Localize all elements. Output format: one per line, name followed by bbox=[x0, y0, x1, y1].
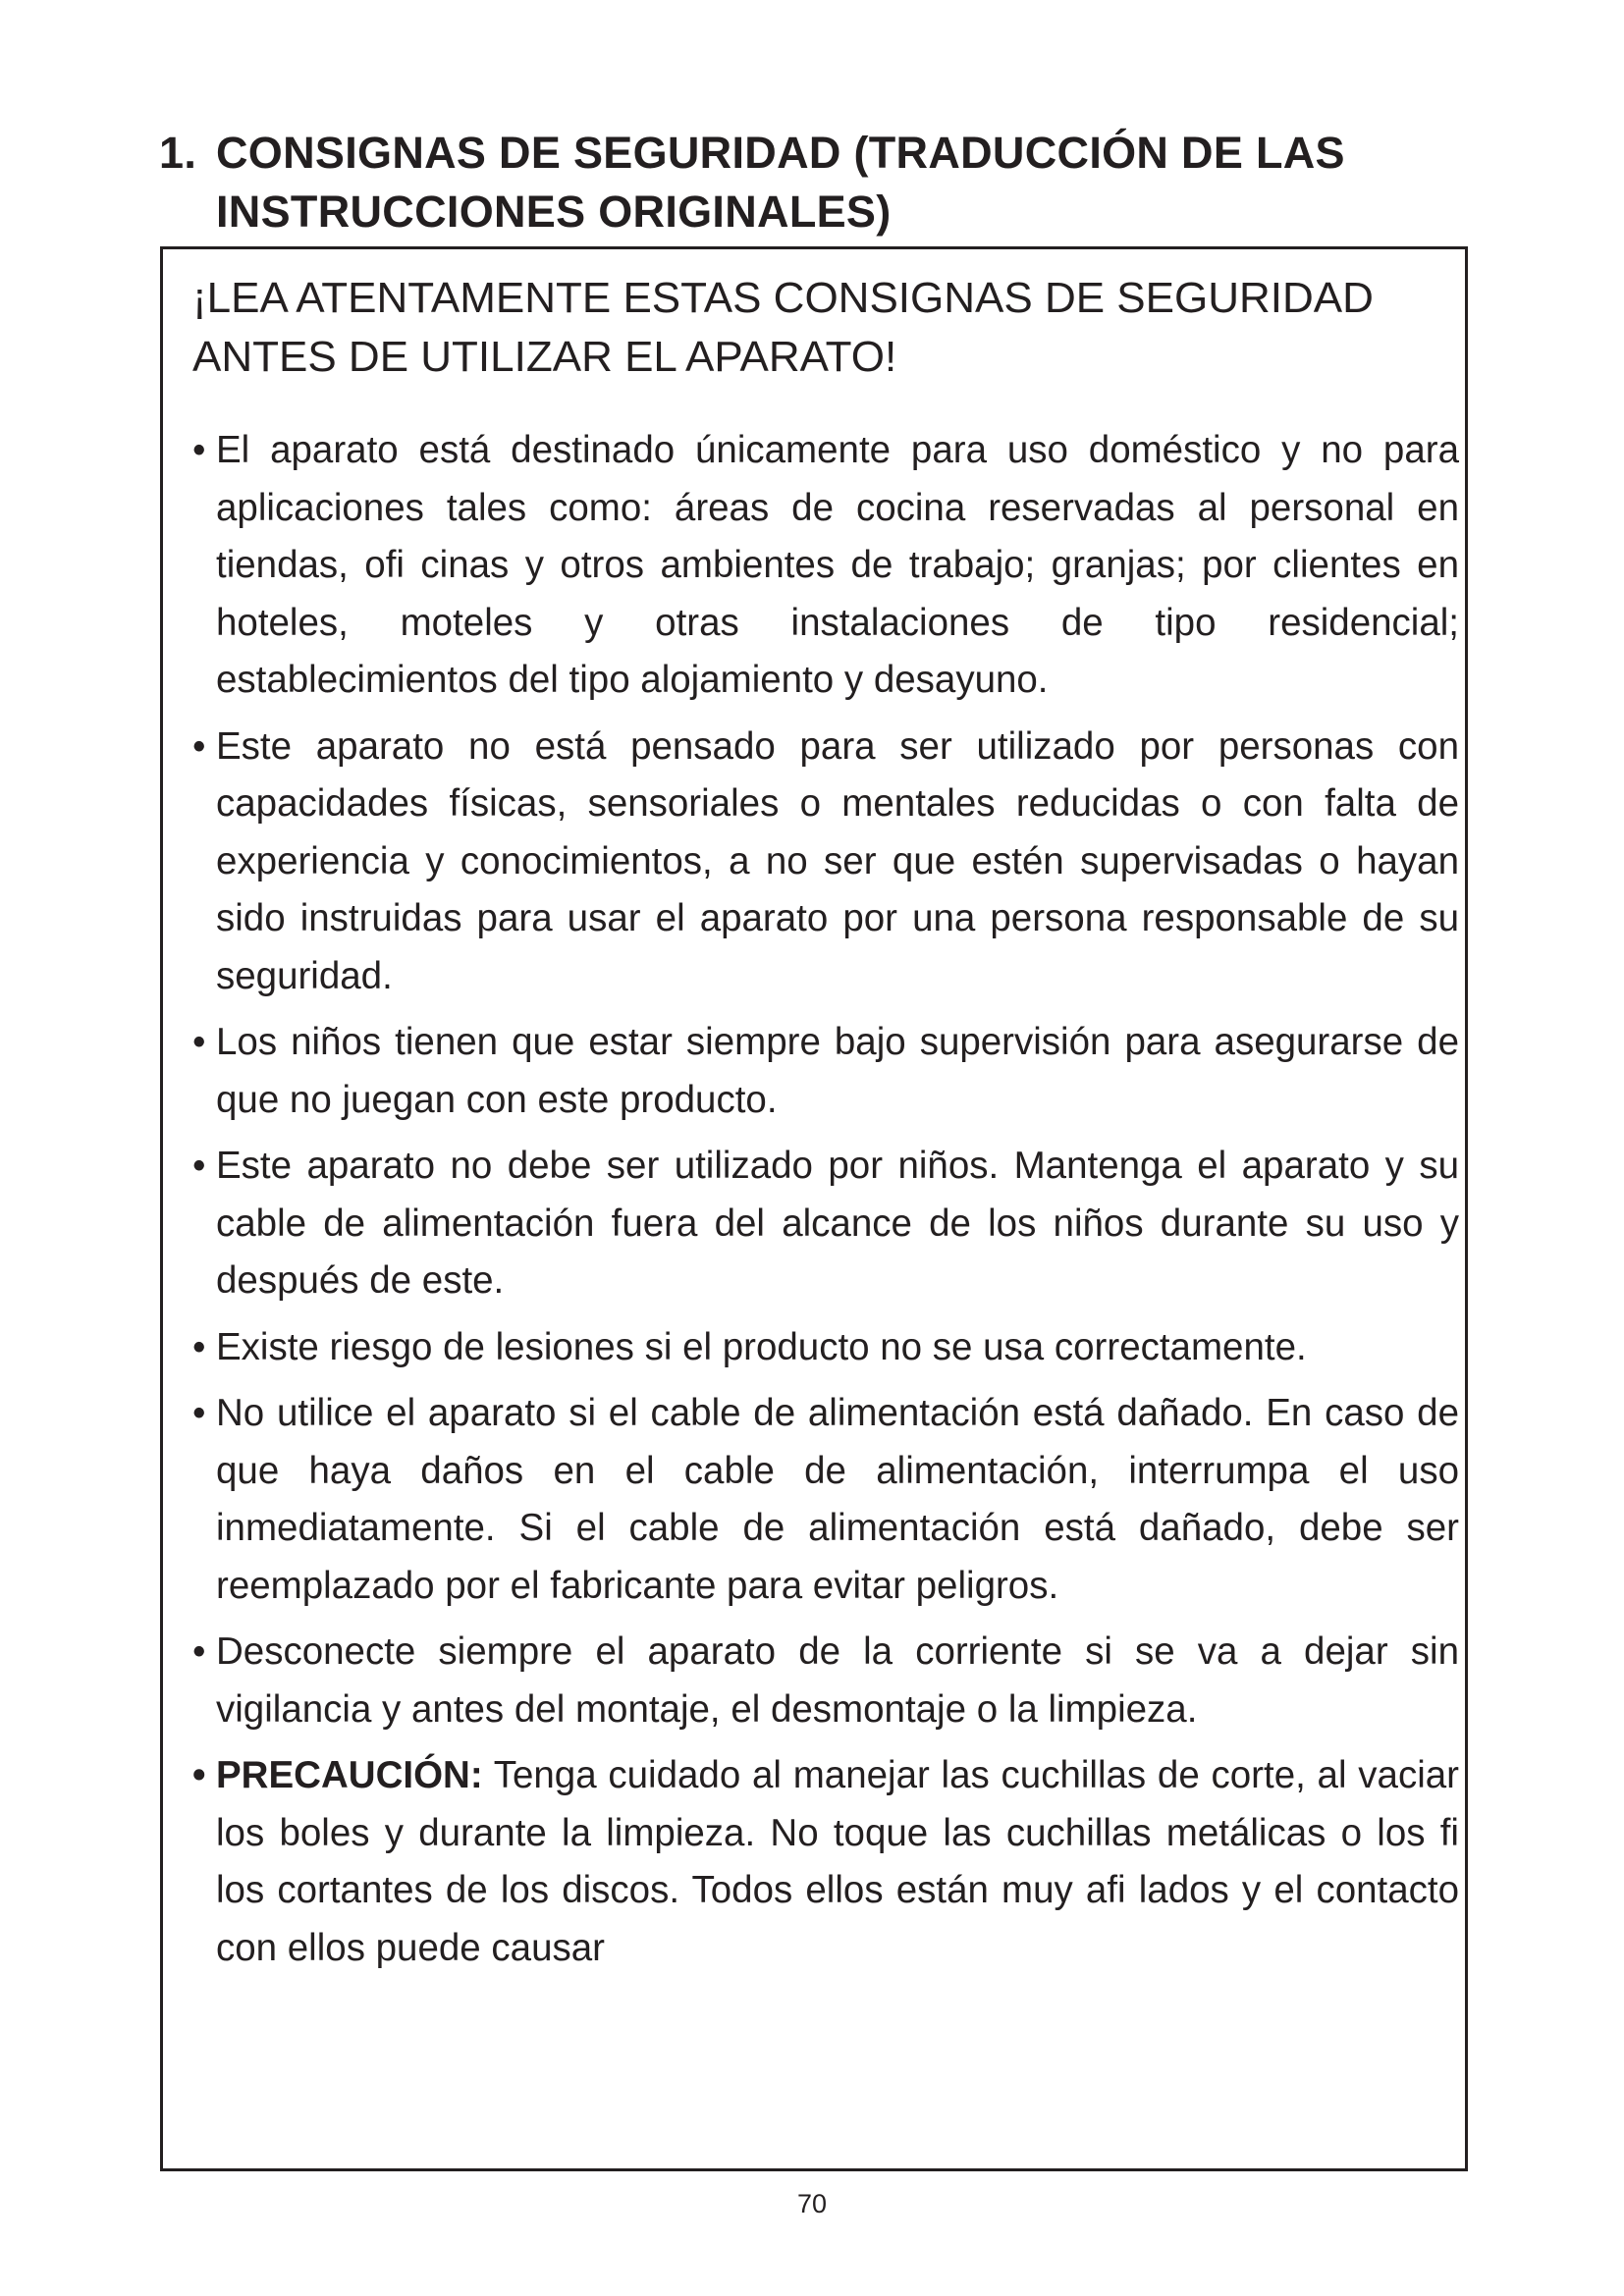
list-item bbox=[192, 1014, 1459, 1129]
bullet-icon: • bbox=[192, 1325, 206, 1368]
bullet-icon: • bbox=[192, 1145, 206, 1187]
item-text: El aparato está destinado únicamente para uso doméstico y no para aplicaciones tales como: áreas de cocina reservadas al personal en tiendas, ofi cinas y otros ambientes de trabajo; granjas; por clientes en hoteles, moteles y otras instalaciones de tipo residencial; establecimientos del tipo alojamiento y desayuno. bbox=[216, 429, 1459, 701]
bullet-icon: • bbox=[192, 429, 206, 471]
item-text: Existe riesgo de lesiones si el producto no se usa correctamente. bbox=[216, 1325, 1307, 1368]
caution-label: PRECAUCIÓN: bbox=[216, 1754, 483, 1796]
item-text: Los niños tienen que estar siempre bajo supervisión para asegurarse de que no juegan con este producto. bbox=[216, 1021, 1459, 1121]
section-heading bbox=[159, 124, 1534, 241]
bullet-icon: • bbox=[192, 1754, 206, 1796]
section-number: 1. bbox=[159, 128, 197, 179]
list-item bbox=[192, 1319, 1459, 1377]
section-title: CONSIGNAS DE SEGURIDAD (TRADUCCIÓN DE LAS INSTRUCCIONES ORIGINALES) bbox=[216, 128, 1345, 238]
list-item bbox=[192, 719, 1459, 1006]
warning-title-line-2: ANTES DE UTILIZAR EL APARATO! bbox=[192, 333, 897, 381]
item-text: Desconecte siempre el aparato de la corriente si se va a dejar sin vigilancia y antes del montaje, el desmontaje o la limpieza. bbox=[216, 1630, 1459, 1731]
bullet-icon: • bbox=[192, 1392, 206, 1434]
item-text: Este aparato no está pensado para ser utilizado por personas con capacidades físicas, sensoriales o mentales reducidas o con falta de experiencia y conocimientos, a no ser que estén supervisadas o hayan sido instruidas para usar el aparato por una persona responsable de su seguridad. bbox=[216, 724, 1459, 997]
safety-instructions-list bbox=[192, 422, 1459, 1986]
list-item bbox=[192, 1624, 1459, 1738]
warning-title bbox=[192, 269, 1459, 387]
item-text: No utilice el aparato si el cable de alimentación está dañado. En caso de que haya daños en el cable de alimentación, interrumpa el uso inmediatamente. Si el cable de alimentación está dañado, debe ser reemplazado por el fabricante para evitar peligros. bbox=[216, 1392, 1459, 1607]
item-text: Tenga cuidado al manejar las cuchillas de corte, al vaciar los boles y durante la limpieza. No toque las cuchillas metálicas o los fi los cortantes de los discos. Todos ellos están muy afi lados y el contacto con ellos puede causar bbox=[216, 1754, 1459, 1969]
bullet-icon: • bbox=[192, 1021, 206, 1063]
page-number: 70 bbox=[796, 2189, 828, 2218]
item-text: Este aparato no debe ser utilizado por niños. Mantenga el aparato y su cable de alimentación fuera del alcance de los niños durante su uso y después de este. bbox=[216, 1145, 1459, 1302]
safety-warning-box bbox=[160, 246, 1468, 2171]
bullet-icon: • bbox=[192, 724, 206, 768]
list-item-caution bbox=[192, 1747, 1459, 1977]
list-item bbox=[192, 1385, 1459, 1615]
list-item bbox=[192, 1138, 1459, 1310]
bullet-icon: • bbox=[192, 1630, 206, 1673]
list-item bbox=[192, 422, 1459, 710]
warning-title-line-1: ¡LEA ATENTAMENTE ESTAS CONSIGNAS DE SEGURIDAD bbox=[192, 274, 1374, 322]
